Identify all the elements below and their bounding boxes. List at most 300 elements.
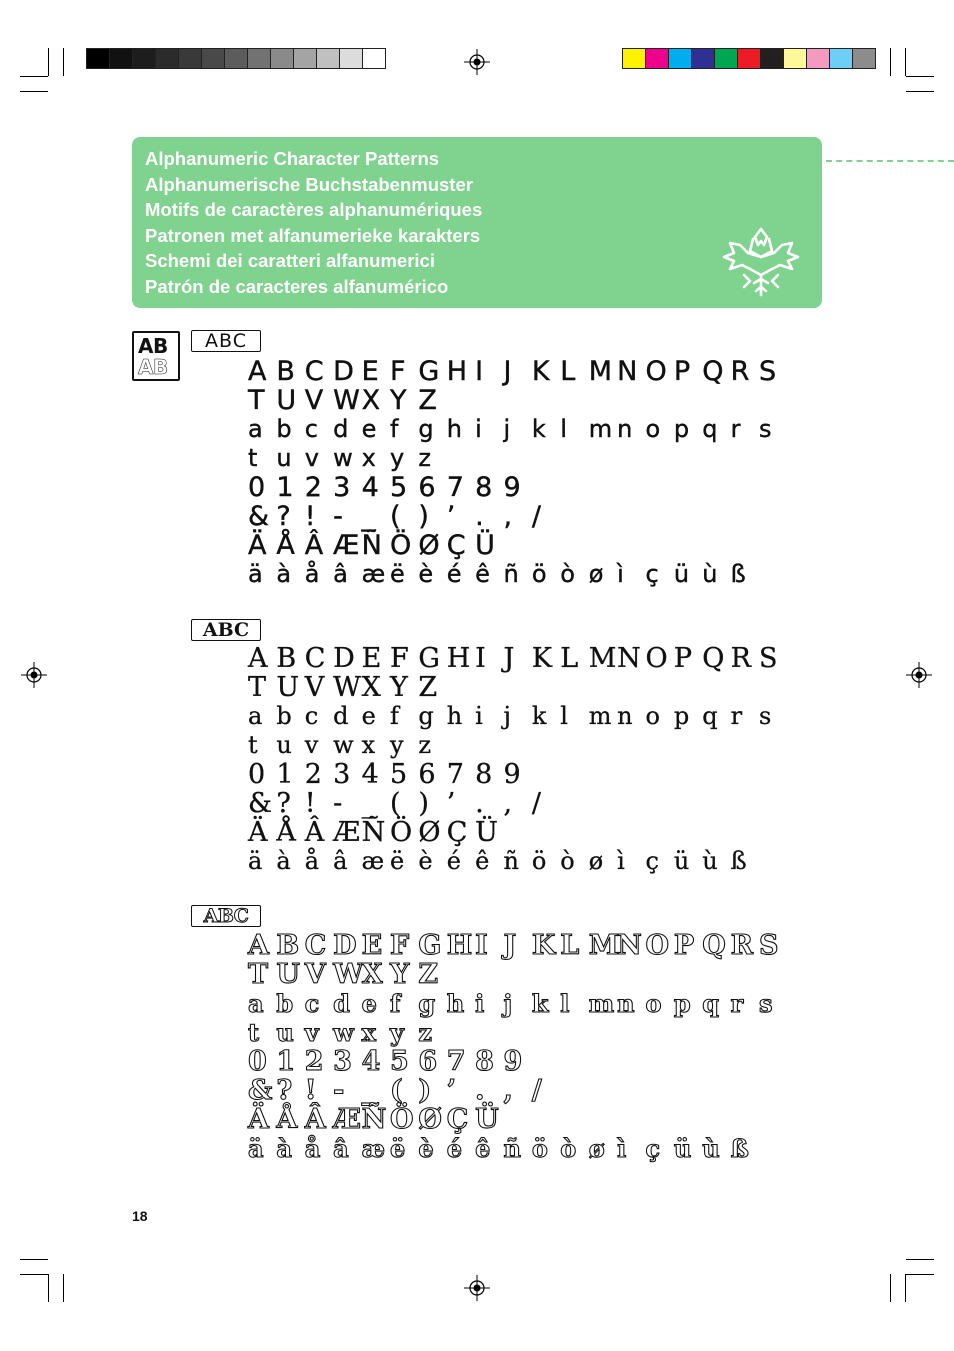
title-english: Alphanumeric Character Patterns [145,148,440,169]
title-dutch: Patronen met alfanumerieke karakters [145,224,481,246]
character-glyph: m [588,702,612,730]
character-glyph: F [389,643,409,674]
character-glyph: å [304,1134,321,1163]
character-glyph: j [503,989,513,1018]
character-glyph: R [730,643,751,674]
character-glyph: 1 [276,1046,296,1077]
character-glyph: V [304,959,326,990]
character-glyph: - [333,501,343,532]
character-glyph: X [361,385,381,416]
gray-swatch [293,49,316,68]
character-set-serif [248,644,787,876]
gray-swatch [132,49,155,68]
character-glyph: p [673,702,690,730]
character-glyph: 0 [248,472,266,503]
character-glyph: æ [361,847,385,875]
character-glyph: i [475,415,482,443]
character-glyph: ) [418,1075,432,1106]
color-swatch [645,49,668,68]
character-glyph: C [304,643,326,674]
gray-swatch [247,49,270,68]
character-glyph: ’ [446,1075,457,1106]
character-glyph: O [645,930,669,961]
character-glyph: 4 [361,472,379,503]
character-glyph: Ñ [361,1104,387,1135]
character-glyph: . [475,1075,485,1106]
registration-mark-icon [464,1275,490,1301]
gray-swatch [178,49,201,68]
character-glyph: ê [475,1134,491,1163]
character-glyph: z [418,444,431,472]
gray-swatch [362,49,385,68]
character-glyph: N [617,643,641,674]
character-glyph: n [617,415,633,443]
character-glyph: ø [588,1134,605,1163]
character-glyph: 2 [304,759,322,790]
character-glyph: k [531,702,547,730]
character-glyph: ? [276,1075,293,1106]
character-glyph: q [702,702,718,730]
character-glyph: è [418,1134,434,1163]
character-row [248,731,787,760]
character-glyph: Ñ [361,530,382,561]
character-glyph: â [333,560,348,588]
character-row [248,818,787,847]
character-glyph: U [276,959,300,990]
character-row [248,702,787,731]
character-glyph: ù [702,1134,720,1163]
character-glyph: Ç [446,817,468,848]
character-glyph: C [304,930,327,961]
character-glyph: Q [702,356,724,387]
character-set-block [248,357,787,589]
character-glyph: å [304,560,320,588]
character-glyph: a [248,415,263,443]
character-glyph: 3 [333,1046,352,1077]
character-glyph: Â [304,817,325,848]
character-glyph: / [531,1075,542,1106]
character-glyph: Ü [475,530,495,561]
character-glyph: W [333,959,364,990]
character-row [248,989,787,1018]
character-glyph: O [645,356,667,387]
character-glyph: ë [389,560,405,588]
character-glyph: Ø [418,817,441,848]
character-glyph: f [389,702,399,730]
character-glyph: Ö [389,530,412,561]
gray-swatch [316,49,339,68]
character-glyph: ç [645,847,659,875]
character-glyph: 8 [475,472,493,503]
character-glyph: Z [418,672,438,703]
character-glyph: 6 [418,1046,438,1077]
character-glyph: O [645,643,668,674]
character-glyph: s [759,415,772,443]
character-glyph: ê [475,847,490,875]
character-row [248,1076,787,1105]
character-glyph: K [531,356,550,387]
character-glyph: ß [730,560,746,588]
character-glyph: ! [304,501,316,532]
character-glyph: ñ [503,560,519,588]
character-glyph: n [617,989,635,1018]
character-glyph: A [248,930,269,961]
character-glyph: _ [361,1075,376,1106]
character-glyph: c [304,989,320,1018]
character-glyph: k [531,989,549,1018]
character-glyph: 4 [361,759,379,790]
character-glyph: 6 [418,759,436,790]
character-glyph: V [304,385,324,416]
character-set-outline [248,931,787,1163]
character-glyph: ç [645,1134,661,1163]
character-glyph: v [304,1018,319,1047]
character-glyph: ò [560,560,575,588]
character-row [248,357,787,386]
character-glyph: w [333,1018,354,1047]
character-glyph: Ö [389,1104,414,1135]
character-glyph: Y [389,959,410,990]
title-spanish: Patrón de caracteres alfanumérico [145,275,449,297]
character-glyph: & [248,501,270,532]
character-glyph: è [418,560,434,588]
character-glyph: A [248,356,267,387]
character-glyph: à [276,560,292,588]
character-glyph: N [617,356,638,387]
character-glyph: ß [730,1134,749,1163]
gray-swatch [109,49,132,68]
alphabet-icon [132,331,180,381]
character-row [248,473,787,502]
character-glyph: S [759,930,779,961]
character-glyph: p [673,415,690,443]
character-glyph: B [276,356,295,387]
character-glyph: j [503,415,511,443]
character-glyph: v [304,731,319,759]
character-glyph: ( [389,1075,403,1106]
character-glyph: T [248,385,265,416]
page-number: 18 [132,1208,148,1224]
character-row [248,1105,787,1134]
character-glyph: m [588,989,615,1018]
character-glyph: b [276,702,292,730]
character-glyph: g [418,415,434,443]
character-glyph: Å [276,530,295,561]
character-glyph: Æ [333,1104,362,1135]
character-glyph: Æ [333,530,360,561]
character-glyph: M [588,356,612,387]
font-label-outline: ABC [191,905,261,927]
character-glyph: s [759,989,773,1018]
character-glyph: Å [276,817,296,848]
character-glyph: x [361,444,376,472]
character-row [248,847,787,876]
character-glyph: Ä [248,530,267,561]
character-glyph: 5 [389,472,408,503]
multilingual-title-list [145,146,482,300]
character-glyph: h [446,415,462,443]
character-glyph: 5 [389,759,408,790]
character-glyph: M [588,643,617,674]
character-row [248,415,787,444]
character-glyph: D [333,643,355,674]
character-glyph: p [673,989,691,1018]
ab-icon-line-2: AB [138,355,168,379]
character-glyph: u [276,1018,294,1047]
character-glyph: L [560,643,579,674]
character-glyph: B [276,643,297,674]
character-glyph: T [248,959,269,990]
character-glyph: à [276,1134,292,1163]
character-glyph: M [588,930,619,961]
title-german: Alphanumerische Buchstabenmuster [145,173,473,195]
color-swatch [852,49,875,68]
character-glyph: æ [361,1134,385,1163]
character-glyph: 4 [361,1046,381,1077]
character-glyph: g [418,989,436,1018]
title-banner [132,137,822,308]
font-label-block: ABC [191,330,261,352]
character-glyph: Z [418,385,437,416]
character-glyph: ò [560,1134,577,1163]
character-glyph: à [276,847,291,875]
character-glyph: ! [304,788,316,819]
character-glyph: F [389,930,410,961]
character-glyph: ì [617,560,624,588]
character-glyph: f [389,415,399,443]
character-glyph: ? [276,788,291,819]
character-glyph: . [475,788,484,819]
character-glyph: a [248,702,263,730]
character-glyph: l [560,702,568,730]
character-glyph: c [304,702,319,730]
gray-swatch [155,49,178,68]
process-color-bar [622,48,876,69]
character-glyph: å [304,847,320,875]
character-glyph: t [248,1018,260,1047]
character-glyph: U [276,672,300,703]
character-glyph: n [617,702,633,730]
character-glyph: Â [304,530,324,561]
title-italian: Schemi dei caratteri alfanumerici [145,250,435,272]
character-glyph: é [446,847,461,875]
character-glyph: / [531,788,542,819]
character-glyph: 8 [475,759,493,790]
character-glyph: w [333,731,354,759]
character-glyph: I [475,930,488,961]
character-glyph: r [730,702,743,730]
character-glyph: , [503,788,513,819]
character-glyph: u [276,731,292,759]
character-glyph: 5 [389,1046,409,1077]
color-swatch [691,49,714,68]
color-swatch [714,49,737,68]
character-glyph: ß [730,847,747,875]
character-glyph: ? [276,501,291,532]
character-glyph: r [730,989,744,1018]
character-glyph: ù [702,560,718,588]
character-glyph: K [531,643,553,674]
character-glyph: i [475,702,483,730]
character-glyph: t [248,444,258,472]
character-glyph: ä [248,560,263,588]
character-glyph: P [673,930,695,961]
character-glyph: Æ [333,817,361,848]
ab-icon-line-1: AB [138,334,168,358]
character-glyph: W [333,672,361,703]
character-glyph: J [503,356,512,387]
character-glyph: N [617,930,642,961]
character-glyph: G [418,643,440,674]
character-glyph: 2 [304,1046,324,1077]
character-glyph: 9 [503,472,521,503]
character-glyph: r [730,415,741,443]
character-glyph: e [361,989,377,1018]
character-row [248,1134,787,1163]
character-glyph: & [248,788,273,819]
character-glyph: 6 [418,472,436,503]
character-glyph: X [361,672,381,703]
character-glyph: d [333,702,349,730]
character-glyph: f [389,989,401,1018]
character-glyph: ä [248,847,263,875]
character-glyph: X [361,959,383,990]
character-glyph: h [446,702,463,730]
character-glyph: m [588,415,613,443]
character-glyph: Q [702,643,725,674]
character-glyph: G [418,356,440,387]
character-glyph: E [361,356,379,387]
character-glyph: Ä [248,1104,269,1135]
character-glyph: P [673,356,691,387]
character-glyph: H [446,643,471,674]
character-glyph: ê [475,560,490,588]
character-glyph: ö [531,847,547,875]
character-glyph: & [248,1075,273,1106]
registration-mark-icon [906,662,932,688]
color-swatch [668,49,691,68]
character-glyph: e [361,415,377,443]
character-glyph: e [361,702,376,730]
grayscale-color-bar [86,48,386,69]
character-glyph: ü [673,1134,692,1163]
gray-swatch [87,49,109,68]
character-row [248,531,787,560]
color-swatch [829,49,852,68]
character-glyph: , [503,501,513,532]
character-glyph: ø [588,560,604,588]
character-glyph: Ç [446,1104,469,1135]
character-glyph: k [531,415,546,443]
character-glyph: C [304,356,324,387]
character-glyph: b [276,989,294,1018]
gray-swatch [339,49,362,68]
character-glyph: , [503,1075,513,1106]
character-glyph: Ø [418,1104,442,1135]
character-glyph: Ä [248,817,268,848]
character-glyph: ì [617,847,625,875]
character-glyph: H [446,356,468,387]
character-glyph: j [503,702,511,730]
character-glyph: R [730,356,750,387]
character-glyph: ì [617,1134,627,1163]
character-glyph: 0 [248,1046,267,1077]
character-glyph: 7 [446,1046,466,1077]
character-glyph: y [389,731,404,759]
character-row [248,789,787,818]
character-glyph: Y [389,385,407,416]
character-glyph: l [560,415,567,443]
character-row [248,1047,787,1076]
character-row [248,760,787,789]
character-glyph: J [503,643,515,674]
character-row [248,960,787,989]
character-glyph: s [759,702,772,730]
character-glyph: i [475,989,485,1018]
color-swatch [806,49,829,68]
character-glyph: â [333,847,348,875]
character-row [248,931,787,960]
color-swatch [760,49,783,68]
character-glyph: z [418,1018,432,1047]
character-glyph: L [560,930,580,961]
character-glyph: q [702,415,718,443]
character-glyph: ü [673,847,690,875]
character-glyph: I [475,643,486,674]
character-glyph: g [418,702,434,730]
character-glyph: Ñ [361,817,386,848]
flower-ornament-icon [720,223,802,297]
gray-swatch [270,49,293,68]
character-glyph: ë [389,1134,406,1163]
character-row [248,673,787,702]
character-glyph: o [645,989,662,1018]
character-glyph: ñ [503,847,519,875]
character-glyph: a [248,989,264,1018]
character-glyph: ’ [446,501,456,532]
character-glyph: ö [531,560,547,588]
character-glyph: ) [418,788,429,819]
character-glyph: L [560,356,576,387]
character-glyph: Ø [418,530,440,561]
character-glyph: w [333,444,353,472]
character-glyph: y [389,1018,404,1047]
character-glyph: 3 [333,472,351,503]
character-glyph: d [333,989,350,1018]
character-glyph: ) [418,501,429,532]
character-glyph: ë [389,847,405,875]
gray-swatch [201,49,224,68]
character-glyph: Q [702,930,726,961]
character-glyph: ( [389,788,401,819]
character-glyph: u [276,444,292,472]
character-glyph: o [645,415,661,443]
character-glyph: U [276,385,297,416]
color-swatch [623,49,645,68]
character-row [248,644,787,673]
character-glyph: q [702,989,720,1018]
character-glyph: J [503,930,517,961]
character-glyph: 2 [304,472,322,503]
registration-mark-icon [21,662,47,688]
character-glyph: â [333,1134,349,1163]
character-glyph: Å [276,1104,298,1135]
character-glyph: ’ [446,788,456,819]
character-glyph: b [276,415,292,443]
character-glyph: Ö [389,817,413,848]
character-glyph: R [730,930,754,961]
character-glyph: Y [389,672,408,703]
